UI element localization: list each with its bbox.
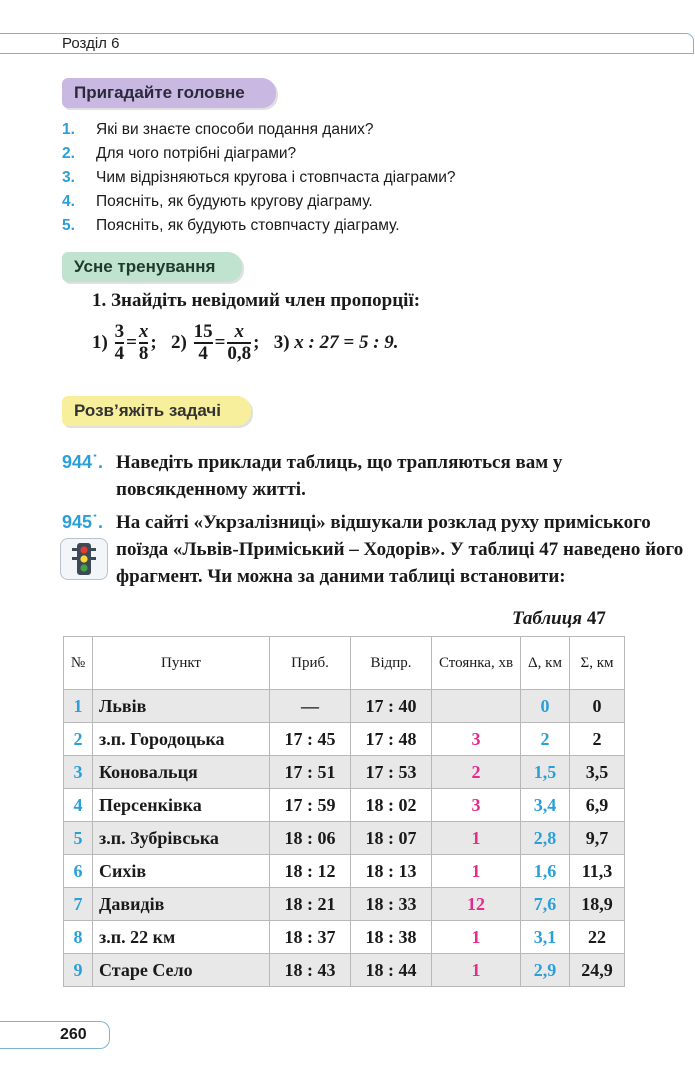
schedule-table — [63, 636, 625, 987]
recall-questions — [62, 118, 456, 238]
table-row: 5 з.п. Зубрівська 18 : 06 18 : 07 1 2,8 9,7 — [64, 822, 625, 855]
table-row: 6 Сихів 18 : 12 18 : 13 1 1,6 11,3 — [64, 855, 625, 888]
page-header — [0, 33, 695, 55]
table-row: 8 з.п. 22 км 18 : 37 18 : 38 1 3,1 22 — [64, 921, 625, 954]
table-row: 2 з.п. Городоцька 17 : 45 17 : 48 3 2 2 — [64, 723, 625, 756]
solve-heading: Розв’яжіть задачі — [62, 396, 251, 426]
proportions: 1) $\frac{3}{4}$ = $\frac{x}{8}$ ; 2) $\frac{15}{4}$ = $\frac{x}{0,8}$ ; 3) x : 27 = 5 : 9. — [92, 321, 399, 364]
fraction: $\frac{15}{4}$ — [193, 321, 213, 364]
list-item: 2. Для чого потрібні діаграми? — [62, 145, 297, 162]
col-header: Σ, км — [570, 637, 625, 690]
fraction: $\frac{x}{8}$ — [138, 321, 149, 364]
fraction: $\frac{x}{0,8}$ — [227, 321, 252, 364]
oral-task: 1. Знайдіть невідомий член пропорції: — [92, 290, 421, 311]
list-item: 4. Поясніть, як будують кругову діаграму. — [62, 193, 373, 210]
traffic-light-icon — [60, 538, 108, 580]
problem-945: 945˙. На сайті «Укрзалізниці» відшукали розклад руху приміського поїзда «Львів-Приміський – Ходорів». У таблиці 47 наведено його фрагмент. Чи можна за даними таблиці встановити: — [62, 512, 684, 587]
problem-944: 944˙. Наведіть приклади таблиць, що трапляються вам у повсякденному житті. — [62, 452, 563, 500]
table-row: 1 Львів — 17 : 40 0 0 — [64, 690, 625, 723]
table-row: 7 Давидів 18 : 21 18 : 33 12 7,6 18,9 — [64, 888, 625, 921]
table-row: 3 Коновальця 17 : 51 17 : 53 2 1,5 3,5 — [64, 756, 625, 789]
section-title: Розділ 6 — [62, 35, 120, 52]
col-header: Пункт — [93, 637, 270, 690]
table-caption: Таблиця 47 — [512, 608, 606, 629]
col-header: Приб. — [270, 637, 351, 690]
col-header: № — [64, 637, 93, 690]
recall-heading: Пригадайте головне — [62, 78, 276, 108]
oral-heading: Усне тренування — [62, 252, 242, 282]
table-row: 4 Персенківка 17 : 59 18 : 02 3 3,4 6,9 — [64, 789, 625, 822]
col-header: Δ, км — [521, 637, 570, 690]
list-item: 1. Які ви знаєте способи подання даних? — [62, 121, 374, 138]
fraction: $\frac{3}{4}$ — [114, 321, 125, 364]
col-header: Відпр. — [351, 637, 432, 690]
page-number: 260 — [0, 1021, 110, 1049]
list-item: 3. Чим відрізняються кругова і стовпчаста діаграми? — [62, 169, 456, 186]
col-header: Стоянка, хв — [432, 637, 521, 690]
table-row: 9 Старе Село 18 : 43 18 : 44 1 2,9 24,9 — [64, 954, 625, 987]
list-item: 5. Поясніть, як будують стовпчасту діаграму. — [62, 217, 400, 234]
